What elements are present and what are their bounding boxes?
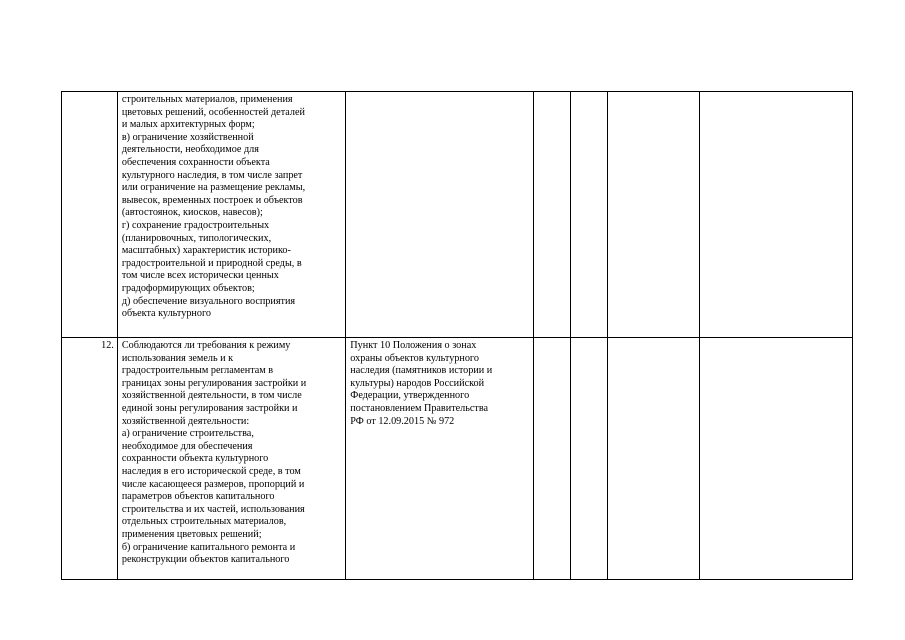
requirement-text-line: культурного наследия, в том числе запрет	[121, 169, 303, 181]
requirement-text-line: хозяйственной деятельности:	[121, 415, 250, 427]
requirement-text-line: (планировочных, типологических,	[121, 232, 272, 244]
requirement-text-line: том числе всех исторически ценных	[121, 270, 279, 282]
reference-text-line: постановлением Правительства	[350, 402, 489, 414]
table-row	[62, 92, 853, 338]
requirement-text-line: строительства и их частей, использования	[121, 503, 305, 515]
reference-cell	[346, 92, 534, 338]
requirement-text-line: применения цветовых решений;	[121, 528, 262, 540]
reference-text-line: Пункт 10 Положения о зонах	[350, 340, 477, 351]
requirement-text-line: реконструкции объектов капитального	[121, 554, 290, 566]
table-row	[62, 338, 853, 580]
requirement-cell	[117, 338, 345, 580]
requirement-text-line: градостроительной и природной среды, в	[121, 257, 302, 269]
requirement-text-line: д) обеспечение визуального восприятия	[121, 295, 296, 307]
requirement-text-line: (автостоянок, киосков, навесов);	[121, 207, 263, 219]
reference-text-line: культуры) народов Российской	[350, 377, 485, 389]
requirement-text-line: в) ограничение хозяйственной	[121, 131, 254, 143]
answer-no-cell	[570, 338, 608, 580]
requirement-text-line: Соблюдаются ли требования к режиму	[121, 340, 291, 351]
row-number-cell	[62, 92, 118, 338]
requirement-text-line: границах зоны регулирования застройки и	[121, 377, 307, 389]
requirement-text-line: числе касающееся размеров, пропорций и	[121, 478, 305, 490]
requirement-text-line: цветовых решений, особенностей деталей	[121, 106, 305, 118]
requirement-cell	[117, 92, 345, 338]
reference-text-line: наследия (памятников истории и	[350, 365, 493, 377]
answer-yes-cell	[534, 338, 571, 580]
requirement-text-line: градоформирующих объектов;	[121, 282, 255, 294]
note-cell	[699, 92, 852, 338]
requirement-text-line: масштабных) характеристик историко-	[121, 245, 291, 257]
requirement-text-line: а) ограничение строительства,	[121, 428, 254, 440]
requirement-text-line: вывесок, временных построек и объектов	[121, 194, 303, 206]
row-number: 12.	[101, 340, 114, 351]
inspection-checklist-table	[61, 91, 853, 580]
not-applicable-cell	[608, 338, 699, 580]
requirement-text-line: единой зоны регулирования застройки и	[121, 402, 298, 414]
reference-cell	[346, 338, 534, 580]
answer-no-cell	[570, 92, 608, 338]
requirement-text-line: отдельных строительных материалов,	[121, 516, 287, 528]
row-number-cell	[62, 338, 118, 580]
requirement-text-line: хозяйственной деятельности, в том числе	[121, 390, 302, 402]
requirement-text-line: б) ограничение капитального ремонта и	[121, 541, 296, 553]
requirement-text-line: параметров объектов капитального	[121, 491, 275, 503]
requirement-text-line: обеспечения сохранности объекта	[121, 156, 270, 168]
requirement-text-line: сохранности объекта культурного	[121, 453, 269, 465]
note-cell	[699, 338, 852, 580]
requirement-text-line: необходимое для обеспечения	[121, 440, 253, 452]
requirement-text-line: или ограничение на размещение рекламы,	[121, 182, 306, 194]
answer-yes-cell	[534, 92, 571, 338]
requirement-text-line: градостроительным регламентам в	[121, 365, 274, 377]
requirement-text-line: объекта культурного	[121, 308, 211, 320]
requirement-text-line: использования земель и к	[121, 352, 234, 364]
reference-text-line: Федерации, утвержденного	[350, 390, 470, 402]
requirement-text-line: г) сохранение градостроительных	[121, 219, 270, 231]
requirement-text-line: и малых архитектурных форм;	[121, 119, 255, 131]
reference-text-line: РФ от 12.09.2015 № 972	[350, 415, 455, 427]
not-applicable-cell	[608, 92, 699, 338]
requirement-text-line: деятельности, необходимое для	[121, 144, 259, 156]
requirement-text-line: строительных материалов, применения	[121, 94, 293, 105]
reference-text-line: охраны объектов культурного	[350, 352, 479, 364]
requirement-text-line: наследия в его исторической среде, в том	[121, 465, 301, 477]
